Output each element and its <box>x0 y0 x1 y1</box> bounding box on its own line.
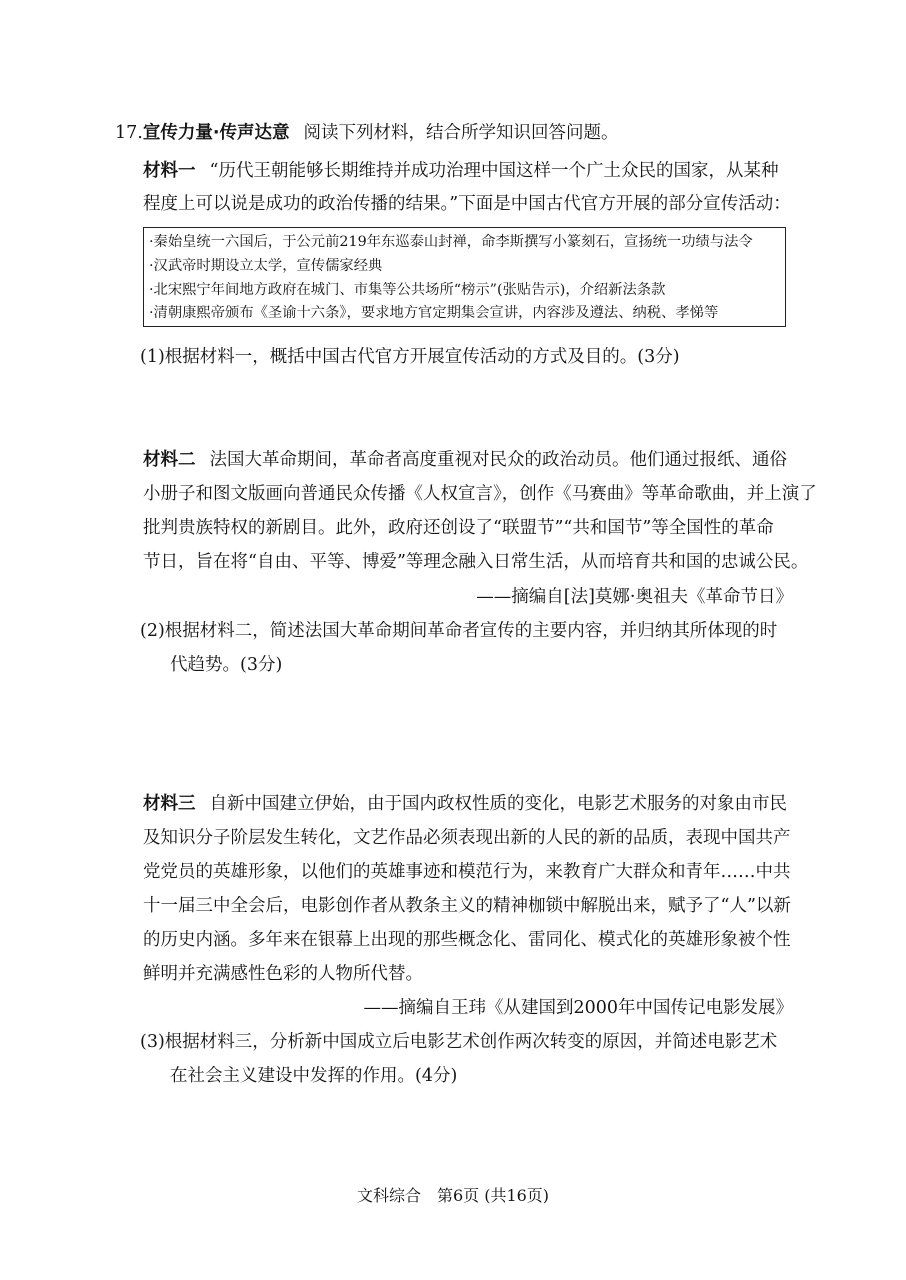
material3-line-6: 鲜明并充满感性色彩的人物所代替。 <box>143 964 423 984</box>
material1-text-1: “历代王朝能够长期维持并成功治理中国这样一个广土众民的国家，从某种 <box>209 161 779 181</box>
activity-item-3: ·北宋熙宁年间地方政府在城门、市集等公共场所“榜示”(张贴告示)，介绍新法条款 <box>149 282 666 298</box>
question-number: 17. <box>115 123 143 143</box>
material3-line-5: 的历史内涵。多年来在银幕上出现的那些概念化、雷同化、模式化的英雄形象被个性 <box>143 930 791 950</box>
question-2-line-1: (2)根据材料二，简述法国大革命期间革命者宣传的主要内容，并归纳其所体现的时 <box>140 621 778 641</box>
question-instruction: 阅读下列材料，结合所学知识回答问题。 <box>303 123 619 143</box>
material3-source: ——摘编自王玮《从建国到2000年中国传记电影发展》 <box>363 998 793 1018</box>
material2-text-1: 法国大革命期间，革命者高度重视对民众的政治动员。他们通过报纸、通俗 <box>209 450 787 470</box>
material2-source: ——摘编自[法]莫娜·奥祖夫《革命节日》 <box>476 587 793 607</box>
material1-label: 材料一 <box>143 161 196 181</box>
material2-line-2: 小册子和图文版画向普通民众传播《人权宣言》，创作《马赛曲》等革命歌曲，并上演了 <box>143 484 817 504</box>
page-footer: 文科综合 第6页 (共16页) <box>356 1186 550 1205</box>
question-header <box>115 121 619 145</box>
activity-item-1: ·秦始皇统一六国后，于公元前219年东巡泰山封禅，命李斯撰写小篆刻石，宣扬统一功绩与法令 <box>149 234 753 250</box>
material2-line-3: 批判贵族特权的新剧目。此外，政府还创设了“联盟节”“共和国节”等全国性的革命 <box>143 518 774 538</box>
material3-line-3: 党党员的英雄形象，以他们的英雄事迹和模范行为，来教育广大群众和青年……中共 <box>143 862 791 882</box>
material2-line-4: 节日，旨在将“自由、平等、博爱”等理念融入日常生活，从而培育共和国的忠诚公民。 <box>143 552 809 572</box>
material3-line-4: 十一届三中全会后，电影创作者从教条主义的精神枷锁中解脱出来，赋予了“人”以新 <box>143 896 791 916</box>
material2-line-1 <box>143 448 787 472</box>
material3-text-1: 自新中国建立伊始，由于国内政权性质的变化，电影艺术服务的对象由市民 <box>209 794 787 814</box>
question-topic: 宣传力量·传声达意 <box>142 123 290 143</box>
material3-line-1 <box>143 792 787 816</box>
activity-item-2: ·汉武帝时期设立太学，宣传儒家经典 <box>149 258 383 274</box>
material1-line-1 <box>143 159 778 183</box>
question-3-line-1: (3)根据材料三，分析新中国成立后电影艺术创作两次转变的原因，并简述电影艺术 <box>140 1032 778 1052</box>
activity-item-4: ·清朝康熙帝颁布《圣谕十六条》，要求地方官定期集会宣讲，内容涉及遵法、纳税、孝悌等 <box>149 305 719 321</box>
material3-line-2: 及知识分子阶层发生转化，文艺作品必须表现出新的人民的新的品质，表现中国共产 <box>143 828 791 848</box>
question-1: (1)根据材料一，概括中国古代官方开展宣传活动的方式及目的。(3分) <box>140 347 680 367</box>
question-3-line-2: 在社会主义建设中发挥的作用。(4分) <box>170 1066 458 1086</box>
question-2-line-2: 代趋势。(3分) <box>170 655 283 675</box>
activities-box <box>143 227 786 327</box>
material3-label: 材料三 <box>143 794 196 814</box>
material2-label: 材料二 <box>143 450 196 470</box>
material1-line-2: 程度上可以说是成功的政治传播的结果。”下面是中国古代官方开展的部分宣传活动： <box>143 194 791 214</box>
